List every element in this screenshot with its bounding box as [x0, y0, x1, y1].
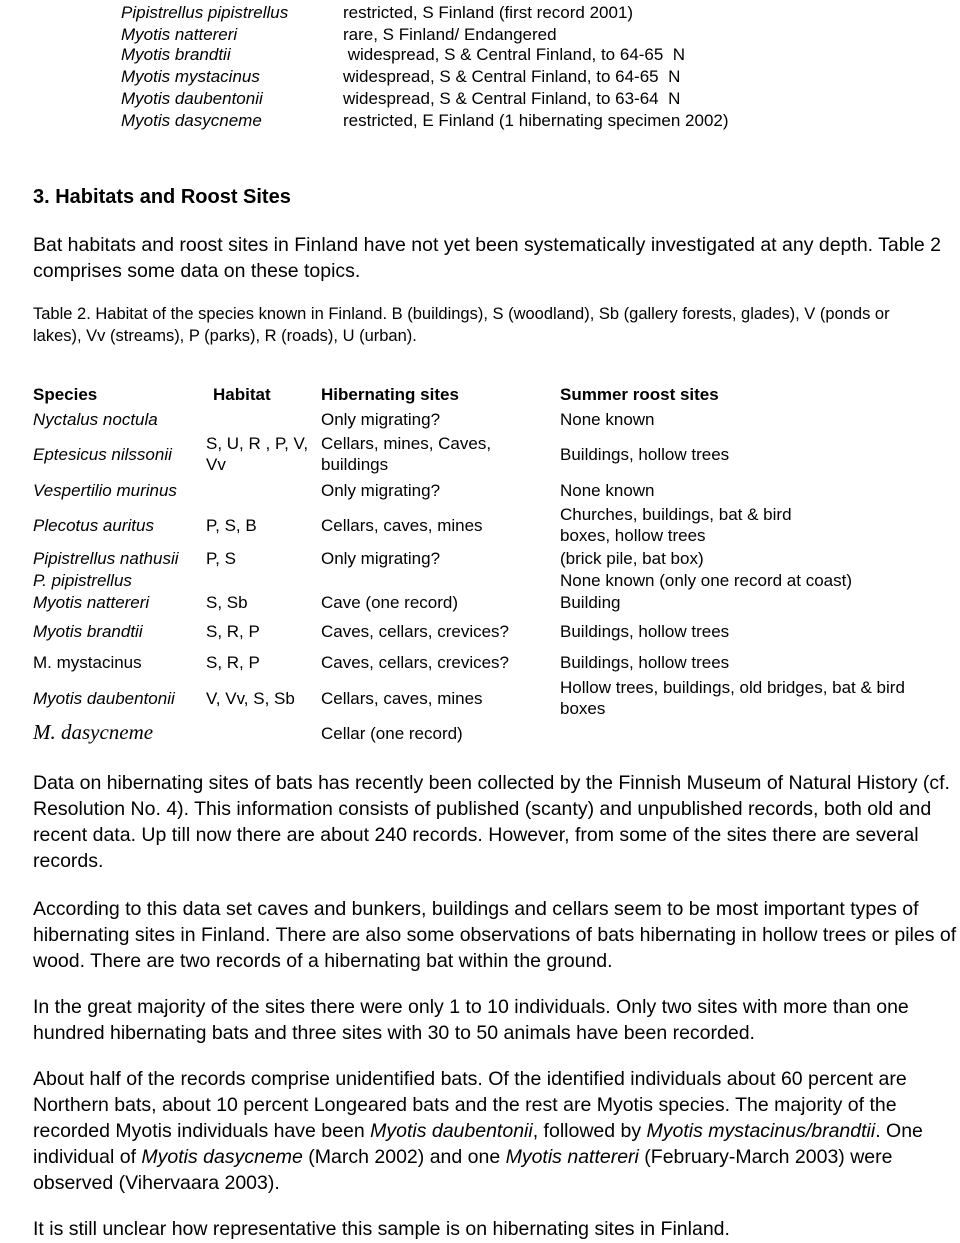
- status-text: widespread, S & Central Finland, to 64-65 N: [343, 45, 686, 64]
- paragraph-2: According to this data set caves and bunkers, buildings and cellars seem to be most important types of hibernating sites in Finland. There are also some observations of bats hibernating in hollow trees or piles of wood. There are two records of a hibernating bat within the ground.: [33, 898, 957, 972]
- table-cell-summer: Churches, buildings, bat & bird boxes, hollow trees: [560, 505, 792, 545]
- table-cell-summer: Buildings, hollow trees: [560, 445, 730, 464]
- species-name: Myotis nattereri: [505, 1146, 639, 1168]
- col-header-summer: Summer roost sites: [560, 385, 719, 404]
- status-text: restricted, E Finland (1 hibernating specimen 2002): [343, 111, 729, 130]
- table-cell-hibernating: Only migrating?: [321, 549, 441, 568]
- col-header-species: Species: [33, 385, 98, 404]
- table-cell-summer: Building: [560, 593, 621, 612]
- species-name: Myotis daubentonii: [370, 1120, 533, 1142]
- table-cell-species: Myotis brandtii: [33, 622, 143, 641]
- status-text: rare, S Finland/ Endangered: [343, 25, 557, 44]
- table-cell-summer: Buildings, hollow trees: [560, 622, 730, 641]
- table-cell-hibernating: Caves, cellars, crevices?: [321, 622, 510, 641]
- status-species: Myotis dasycneme: [121, 111, 262, 130]
- status-species: Myotis daubentonii: [121, 89, 263, 108]
- table-cell-hibernating: Cellars, mines, Caves, buildings: [321, 434, 492, 474]
- table-cell-species: M. mystacinus: [33, 653, 142, 672]
- table-caption: Table 2. Habitat of the species known in Finland. B (buildings), S (woodland), Sb (gallery forests, glades), V (ponds or lakes), Vv (streams), P (parks), R (roads), U (urban).: [33, 305, 890, 345]
- table-cell-species: M. dasycneme: [33, 720, 154, 744]
- status-species: Myotis mystacinus: [121, 67, 260, 86]
- table-cell-hibernating: Only migrating?: [321, 481, 441, 500]
- table-cell-habitat: P, S, B: [206, 516, 257, 535]
- species-name: Myotis mystacinus/brandtii: [646, 1120, 876, 1142]
- paragraph-4-text: (February-March 2003) were observed (Vihervaara 2003).: [33, 1146, 893, 1194]
- table-cell-summer: None known: [560, 481, 655, 500]
- table-cell-summer: Buildings, hollow trees: [560, 653, 730, 672]
- table-cell-hibernating: Cellars, caves, mines: [321, 516, 483, 535]
- table-cell-summer: None known: [560, 410, 655, 429]
- col-header-habitat: Habitat: [213, 385, 271, 404]
- table-cell-habitat: P, S: [206, 549, 236, 568]
- table-cell-summer: (brick pile, bat box): [560, 549, 704, 568]
- table-cell-habitat: S, R, P: [206, 653, 260, 672]
- table-cell-species: Eptesicus nilssonii: [33, 445, 172, 464]
- status-species: Myotis brandtii: [121, 45, 231, 64]
- table-cell-species: Nyctalus noctula: [33, 410, 158, 429]
- table-cell-habitat: S, Sb: [206, 593, 248, 612]
- species-name: Myotis dasycneme: [141, 1146, 303, 1168]
- table-cell-hibernating: Cellars, caves, mines: [321, 689, 483, 708]
- table-cell-species: Pipistrellus nathusii: [33, 549, 179, 568]
- table-cell-summer: Hollow trees, buildings, old bridges, bat & bird boxes: [560, 678, 905, 718]
- status-text: widespread, S & Central Finland, to 64-65 N: [343, 67, 681, 86]
- paragraph-4-text: (March 2002) and one: [302, 1146, 506, 1168]
- status-text: widespread, S & Central Finland, to 63-64 N: [343, 89, 681, 108]
- status-text: restricted, S Finland (first record 2001): [343, 3, 634, 22]
- table-cell-habitat: S, U, R , P, V, Vv: [206, 434, 309, 474]
- table-cell-species: Myotis nattereri: [33, 593, 150, 612]
- paragraph-4: [33, 1066, 958, 1196]
- paragraph-4-text: About half of the records comprise unidentified bats. Of the identified individuals about 60 percent are Northern bats, about 10 percent Longeared bats and the rest are Myotis species. The majority of the recorded Myotis individuals have been: [33, 1068, 907, 1142]
- status-species: Myotis nattereri: [121, 25, 238, 44]
- table-cell-habitat: S, R, P: [206, 622, 260, 641]
- col-header-hibernating: Hibernating sites: [321, 385, 459, 404]
- section-intro: Bat habitats and roost sites in Finland have not yet been systematically investigated at any depth. Table 2 comprises some data on these topics.: [33, 234, 942, 282]
- paragraph-4-text: , followed by: [532, 1120, 647, 1142]
- paragraph-1: Data on hibernating sites of bats has recently been collected by the Finnish Museum of Natural History (cf. Resolution No. 4). This information consists of published (scanty) and unpublished records, both old and recent data. Up till now there are about 240 records. However, from some of the sites there are several records.: [33, 772, 950, 872]
- table-cell-species: Vespertilio murinus: [33, 481, 177, 500]
- table-cell-species: P. pipistrellus: [33, 571, 132, 590]
- table-cell-habitat: V, Vv, S, Sb: [206, 689, 295, 708]
- table-cell-hibernating: Cave (one record): [321, 593, 459, 612]
- table-cell-hibernating: Caves, cellars, crevices?: [321, 653, 510, 672]
- table-cell-hibernating: Only migrating?: [321, 410, 441, 429]
- paragraph-4-text: . One individual of: [33, 1120, 923, 1168]
- table-cell-summer: None known (only one record at coast): [560, 571, 852, 590]
- table-cell-hibernating: Cellar (one record): [321, 724, 463, 743]
- paragraph-5: It is still unclear how representative this sample is on hibernating sites in Finland.: [33, 1218, 730, 1240]
- paragraph-3: In the great majority of the sites there were only 1 to 10 individuals. Only two sites with more than one hundred hibernating bats and three sites with 30 to 50 animals have been recorded.: [33, 996, 909, 1044]
- status-species: Pipistrellus pipistrellus: [121, 3, 289, 22]
- table-cell-species: Plecotus auritus: [33, 516, 154, 535]
- table-cell-species: Myotis daubentonii: [33, 689, 175, 708]
- section-heading: 3. Habitats and Roost Sites: [33, 186, 291, 208]
